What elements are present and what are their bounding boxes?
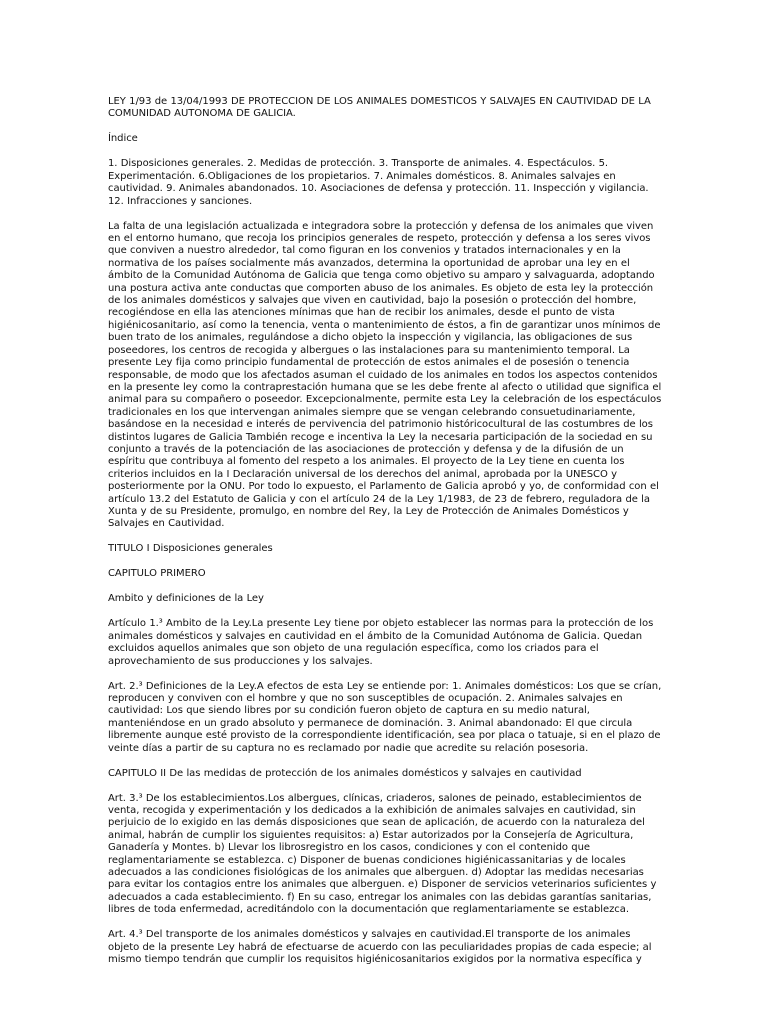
document-title: LEY 1/93 de 13/04/1993 DE PROTECCION DE LOS ANIMALES DOMESTICOS Y SALVAJES EN CAUTIVIDAD DE LA COMUNIDAD AUTONOMA DE GALICIA. bbox=[108, 96, 651, 120]
article-2: Art. 2.³ Definiciones de la Ley.A efectos de esta Ley se entiende por: 1. Animales domésticos: Los que se crían, reproducen y conviven con el hombre y que no son susceptibles de ocupación. 2. Animales salvajes en cautividad: Los que siendo libres por su condición fueron objeto de captura en su medio natural, manteniéndose en un grado absoluto y permanece de dominación. 3. Animal abandonado: El que circula libremente aunque esté provisto de la correspondiente identificación, sea por placa o tatuaje, si en el plazo de veinte días a partir de su captura no es reclamado por nadie que acredite su relación posesoria. bbox=[108, 680, 662, 754]
capitulo-2-heading: CAPITULO II De las medidas de protección de los animales domésticos y salvajes en cautividad bbox=[108, 767, 582, 779]
index-heading: Índice bbox=[108, 133, 138, 145]
document-page bbox=[108, 96, 664, 979]
capitulo-subtitle: Ambito y definiciones de la Ley bbox=[108, 593, 264, 605]
capitulo-heading: CAPITULO PRIMERO bbox=[108, 568, 206, 580]
preamble-paragraph: La falta de una legislación actualizada e integradora sobre la protección y defensa de los animales que viven en el entorno humano, que recoja los principios generales de respeto, protección y defensa a los seres vivos que conviven a nuestro alrededor, tal como figuran en los convenios y tratados internacionales y en la normativa de los países socialmente más avanzados, determina la oportunidad de aprobar una ley en el ámbito de la Comunidad Autónoma de Galicia que tenga como objetivo su amparo y salvaguarda, adoptando una postura activa ante conductas que comporten abuso de los animales. Es objeto de esta ley la protección de los animales domésticos y salvajes que viven en cautividad, bajo la posesión o protección del hombre, recogiéndose en ella las atenciones mínimas que han de recibir los animales, desde el punto de vista higiénicosanitario, así como la tenencia, venta o mantenimiento de éstos, a fin de garantizar unos mínimos de buen trato de los animales, regulándose a dicho objeto la inspección y vigilancia, las obligaciones de sus poseedores, los centros de recogida y albergues o las instalaciones para su mantenimiento temporal. La presente Ley fija como principio fundamental de protección de estos animales el de posesión o tenencia responsable, de modo que los afectados asuman el cuidado de los animales en todos los aspectos contenidos en la presente ley como la contraprestación humana que se les debe frente al afecto o utilidad que significa el animal para su compañero o poseedor. Excepcionalmente, permite esta Ley la celebración de los espectáculos tradicionales en los que intervengan animales siempre que se vengan celebrando consuetudinariamente, basándose en la necesidad e interés de pervivencia del patrimonio históricocultural de las costumbres de los distintos lugares de Galicia También recoge e incentiva la Ley la necesaria participación de la sociedad en su conjunto a través de la potenciación de las asociaciones de protección y defensa y de la difusión de un espíritu que contribuya al fomento del respeto a los animales. El proyecto de la Ley tiene en cuenta los criterios incluidos en la I Declaración universal de los derechos del animal, aprobada por la UNESCO y posteriormente por la ONU. Por todo lo expuesto, el Parlamento de Galicia aprobó y yo, de conformidad con el artículo 13.2 del Estatuto de Galicia y con el artículo 24 de la Ley 1/1983, de 23 de febrero, reguladora de la Xunta y de su Presidente, promulgo, en nombre del Rey, la Ley de Protección de Animales Domésticos y Salvajes en Cautividad. bbox=[108, 220, 662, 530]
article-4: Art. 4.³ Del transporte de los animales domésticos y salvajes en cautividad.El transporte de los animales objeto de la presente Ley habrá de efectuarse de acuerdo con las peculiaridades propias de cada especie; al mismo tiempo tendrán que cumplir los requisitos higiénicosanitarios exigidos por la normativa específica y bbox=[108, 929, 652, 966]
article-1: Artículo 1.³ Ambito de la Ley.La presente Ley tiene por objeto establecer las normas para la protección de los animales domésticos y salvajes en cautividad en el ámbito de la Comunidad Autónoma de Galicia. Quedan excluidos aquellos animales que son objeto de una regulación específica, como los criados para el aprovechamiento de sus producciones y los salvajes. bbox=[108, 618, 654, 667]
titulo-heading: TITULO I Disposiciones generales bbox=[108, 543, 273, 555]
article-3: Art. 3.³ De los establecimientos.Los albergues, clínicas, criaderos, salones de peinado, establecimientos de venta, recogida y experimentación y los dedicados a la exhibición de animales salvajes en cautividad, sin perjuicio de lo exigido en las demás disposiciones que sean de aplicación, de acuerdo con la naturaleza del animal, habrán de cumplir los siguientes requisitos: a) Estar autorizados por la Consejería de Agricultura, Ganadería y Montes. b) Llevar los librosregistro en los casos, condiciones y con el contenido que reglamentariamente se establezca. c) Disponer de buenas condiciones higiénicassanitarias y de locales adecuados a las condiciones fisiológicas de los animales que alberguen. d) Adoptar las medidas necesarias para evitar los contagios entre los animales que alberguen. e) Disponer de servicios veterinarios suficientes y adecuados a cada establecimiento. f) En su caso, entregar los animales con las debidas garantías sanitarias, libres de toda enfermedad, acreditándolo con la documentación que reglamentariamente se establezca. bbox=[108, 792, 657, 916]
index-list: 1. Disposiciones generales. 2. Medidas de protección. 3. Transporte de animales. 4. Espectáculos. 5. Experimentación. 6.Obligaciones de los propietarios. 7. Animales domésticos. 8. Animales salvajes en cautividad. 9. Animales abandonados. 10. Asociaciones de defensa y protección. 11. Inspección y vigilancia. 12. Infracciones y sanciones. bbox=[108, 158, 649, 207]
